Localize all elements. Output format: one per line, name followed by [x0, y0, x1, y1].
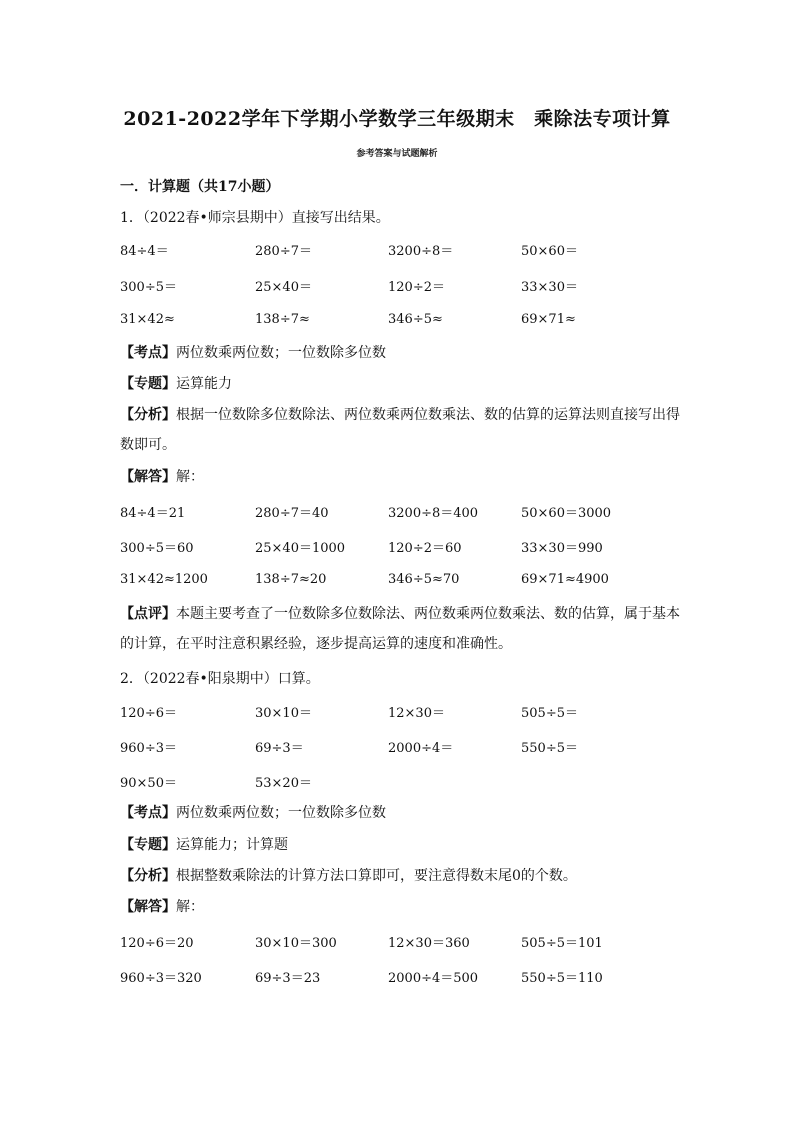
math-problem: 25×40＝ — [255, 280, 312, 295]
math-answer: 138÷7≈20 — [255, 572, 327, 587]
math-answer: 84÷4＝21 — [120, 506, 186, 521]
q1-jieda — [120, 462, 680, 492]
q2-problem-row — [120, 702, 680, 722]
math-problem: 69÷3＝ — [255, 741, 304, 756]
q2-problem-row — [120, 737, 680, 757]
fenxi-text: 根据整数乘除法的计算方法口算即可，要注意得数末尾0的个数。 — [176, 868, 577, 884]
math-answer: 2000÷4＝500 — [388, 971, 479, 986]
math-problem: 33×30＝ — [521, 280, 578, 295]
math-answer: 960÷3＝320 — [120, 971, 202, 986]
q1-fenxi-cont: 数即可。 — [120, 437, 176, 453]
math-problem: 346÷5≈ — [388, 312, 443, 327]
math-answer: 33×30＝990 — [521, 541, 603, 556]
math-problem: 550÷5＝ — [521, 741, 578, 756]
zhuanti-text: 运算能力；计算题 — [176, 837, 288, 853]
q1-problem-row — [120, 240, 680, 260]
math-problem: 120÷6＝ — [120, 706, 177, 721]
math-problem: 138÷7≈ — [255, 312, 310, 327]
math-answer: 69×71≈4900 — [521, 572, 609, 587]
math-problem: 280÷7＝ — [255, 244, 312, 259]
section-heading: 一．计算题（共17小题） — [120, 179, 280, 195]
label-dianping: 【点评】 — [120, 606, 176, 622]
page-title: 2021-2022学年下学期小学数学三年级期末 乘除法专项计算 — [123, 108, 671, 130]
math-answer: 346÷5≈70 — [388, 572, 460, 587]
math-problem: 69×71≈ — [521, 312, 576, 327]
math-answer: 120÷6＝20 — [120, 936, 194, 951]
jieda-text: 解： — [176, 469, 204, 485]
q1-dianping-cont: 的计算，在平时注意积累经验，逐步提高运算的速度和准确性。 — [120, 636, 512, 652]
dianping-text: 本题主要考查了一位数除多位数除法、两位数乘两位数乘法、数的估算，属于基本 — [176, 606, 680, 622]
math-answer: 31×42≈1200 — [120, 572, 208, 587]
q1-dianping — [120, 599, 680, 629]
math-answer: 3200÷8＝400 — [388, 506, 479, 521]
math-problem: 53×20＝ — [255, 776, 312, 791]
q1-answer-row — [120, 537, 680, 557]
label-kaodian: 【考点】 — [120, 805, 176, 821]
math-problem: 50×60＝ — [521, 244, 578, 259]
q1-zhuanti — [120, 369, 680, 399]
math-answer: 12×30＝360 — [388, 936, 470, 951]
math-answer: 280÷7＝40 — [255, 506, 329, 521]
jieda-text: 解： — [176, 899, 204, 915]
math-answer: 50×60＝3000 — [521, 506, 612, 521]
math-answer: 300÷5＝60 — [120, 541, 194, 556]
q2-fenxi — [120, 861, 680, 891]
label-zhuanti: 【专题】 — [120, 837, 176, 853]
label-zhuanti: 【专题】 — [120, 376, 176, 392]
math-answer: 120÷2＝60 — [388, 541, 462, 556]
kaodian-text: 两位数乘两位数；一位数除多位数 — [176, 805, 386, 821]
zhuanti-text: 运算能力 — [176, 376, 232, 392]
label-jieda: 【解答】 — [120, 469, 176, 485]
math-answer: 25×40＝1000 — [255, 541, 346, 556]
label-fenxi: 【分析】 — [120, 407, 176, 423]
math-problem: 30×10＝ — [255, 706, 312, 721]
math-problem: 960÷3＝ — [120, 741, 177, 756]
math-problem: 84÷4＝ — [120, 244, 169, 259]
q2-answer-row — [120, 967, 680, 987]
q1-kaodian — [120, 338, 680, 368]
question-2-heading: 2．（2022春•阳泉期中）口算。 — [120, 671, 320, 687]
q1-problem-row — [120, 276, 680, 296]
label-kaodian: 【考点】 — [120, 345, 176, 361]
math-problem: 90×50＝ — [120, 776, 177, 791]
math-answer: 69÷3＝23 — [255, 971, 321, 986]
math-problem: 12×30＝ — [388, 706, 445, 721]
label-jieda: 【解答】 — [120, 899, 176, 915]
math-problem: 31×42≈ — [120, 312, 175, 327]
q1-problem-row — [120, 312, 680, 332]
math-problem: 300÷5＝ — [120, 280, 177, 295]
math-problem: 3200÷8＝ — [388, 244, 454, 259]
label-fenxi: 【分析】 — [120, 868, 176, 884]
math-answer: 550÷5＝110 — [521, 971, 603, 986]
q1-answer-row — [120, 572, 680, 592]
q2-kaodian — [120, 798, 680, 828]
kaodian-text: 两位数乘两位数；一位数除多位数 — [176, 345, 386, 361]
math-answer: 30×10＝300 — [255, 936, 337, 951]
q2-answer-row — [120, 932, 680, 952]
math-answer: 505÷5＝101 — [521, 936, 603, 951]
q2-zhuanti — [120, 830, 680, 860]
question-1-heading: 1．（2022春•师宗县期中）直接写出结果。 — [120, 210, 390, 226]
math-problem: 2000÷4＝ — [388, 741, 454, 756]
math-problem: 120÷2＝ — [388, 280, 445, 295]
q2-jieda — [120, 892, 680, 922]
q1-fenxi — [120, 400, 680, 430]
q2-problem-row — [120, 772, 680, 792]
q1-answer-row — [120, 502, 680, 522]
math-problem: 505÷5＝ — [521, 706, 578, 721]
fenxi-text: 根据一位数除多位数除法、两位数乘两位数乘法、数的估算的运算法则直接写出得 — [176, 407, 680, 423]
page-subtitle: 参考答案与试题解析 — [356, 149, 438, 159]
